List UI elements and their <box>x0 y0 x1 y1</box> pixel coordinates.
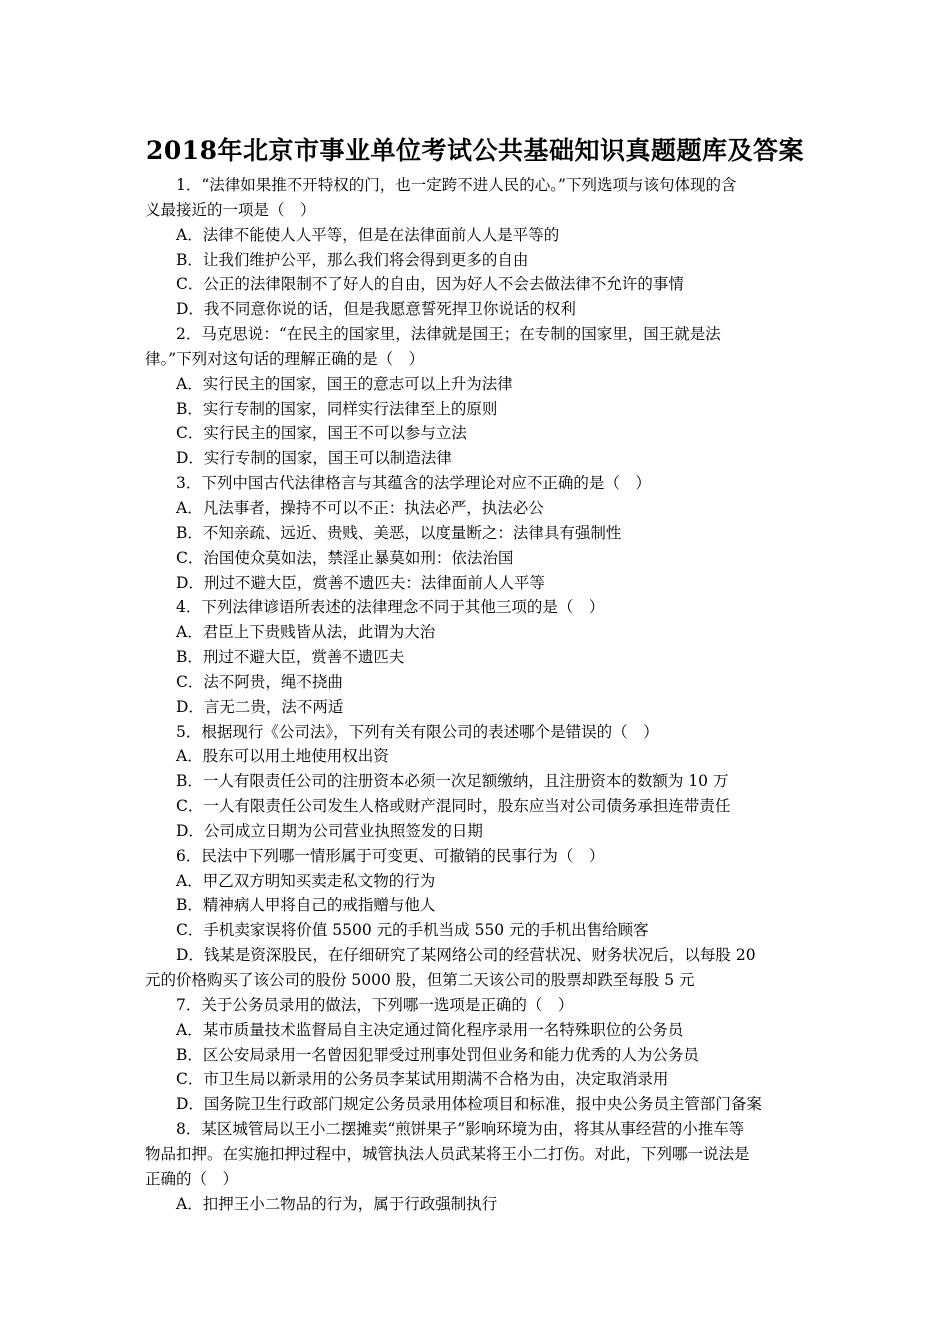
text-line: 3．下列中国古代法律格言与其蕴含的法学理论对应不正确的是（ ） <box>176 474 651 493</box>
text-line: 义最接近的一项是（ ） <box>145 200 316 219</box>
text-line: C．公正的法律限制不了好人的自由，因为好人不会去做法律不允许的事情 <box>176 275 684 294</box>
text-line: 7．关于公务员录用的做法，下列哪一选项是正确的（ ） <box>176 995 574 1014</box>
text-line: B．刑过不避大臣，赏善不遗匹夫 <box>176 648 405 667</box>
text-line: B．不知亲疏、远近、贵贱、美恶，以度量断之：法律具有强制性 <box>176 523 622 542</box>
text-line: B．精神病人甲将自己的戒指赠与他人 <box>176 896 436 915</box>
text-line: A．扣押王小二物品的行为，属于行政强制执行 <box>176 1194 498 1213</box>
text-line: C．法不阿贵，绳不挠曲 <box>176 672 343 691</box>
text-line: 2．马克思说：“在民主的国家里，法律就是国王；在专制的国家里，国王就是法 <box>176 325 721 344</box>
text-line: A．股东可以用土地使用权出资 <box>176 747 389 766</box>
text-line: A．甲乙双方明知买卖走私文物的行为 <box>176 871 436 890</box>
text-line: C．治国使众莫如法，禁淫止暴莫如刑：依法治国 <box>176 548 514 567</box>
text-line: 8．某区城管局以王小二摆摊卖“煎饼果子”影响环境为由，将其从事经营的小推车等 <box>176 1120 745 1139</box>
text-line: D．公司成立日期为公司营业执照签发的日期 <box>176 821 483 840</box>
text-line: A．凡法事者，操持不可以不正：执法必严，执法必公 <box>176 498 544 517</box>
text-line: C．手机卖家误将价值 5500 元的手机当成 550 元的手机出售给顾客 <box>176 921 649 940</box>
document-title: 2018年北京市事业单位考试公共基础知识真题题库及答案 <box>145 136 805 165</box>
text-line: 5．根据现行《公司法》，下列有关有限公司的表述哪个是错误的（ ） <box>176 722 659 741</box>
text-line: 律。”下列对这句话的理解正确的是（ ） <box>145 349 425 368</box>
text-line: C．市卫生局以新录用的公务员李某试用期满不合格为由，决定取消录用 <box>176 1070 669 1089</box>
text-line: 元的价格购买了该公司的股份 5000 股，但第二天该公司的股票却跌至每股 5 元 <box>145 971 695 989</box>
text-line: A．法律不能使人人平等，但是在法律面前人人是平等的 <box>176 225 560 244</box>
text-line: 正确的（ ） <box>145 1169 239 1188</box>
text-line: A．君臣上下贵贱皆从法，此谓为大治 <box>176 623 436 642</box>
document-body <box>145 173 810 1216</box>
text-line: D．我不同意你说的话，但是我愿意誓死捍卫你说话的权利 <box>176 300 576 319</box>
text-line: 4．下列法律谚语所表述的法律理念不同于其他三项的是（ ） <box>176 598 605 617</box>
text-line: B．实行专制的国家，同样实行法律至上的原则 <box>176 399 498 418</box>
text-line: D．刑过不避大臣，赏善不遗匹夫：法律面前人人平等 <box>176 573 545 592</box>
text-line: B．区公安局录用一名曾因犯罪受过刑事处罚但业务和能力优秀的人为公务员 <box>176 1045 699 1064</box>
text-line: 1．“法律如果推不开特权的门，也一定跨不进人民的心。”下列选项与该句体现的含 <box>176 176 737 194</box>
text-line: A．实行民主的国家，国王的意志可以上升为法律 <box>176 374 513 393</box>
text-line: C．实行民主的国家，国王不可以参与立法 <box>176 424 467 443</box>
text-line: C．一人有限责任公司发生人格或财产混同时，股东应当对公司债务承担连带责任 <box>176 797 731 816</box>
text-line: 6．民法中下列哪一情形属于可变更、可撤销的民事行为（ ） <box>176 846 605 865</box>
text-line: B．让我们维护公平，那么我们将会得到更多的自由 <box>176 250 529 269</box>
text-line: D．国务院卫生行政部门规定公务员录用体检项目和标准，报中央公务员主管部门备案 <box>176 1095 762 1114</box>
text-line: A．某市质量技术监督局自主决定通过简化程序录用一名特殊职位的公务员 <box>176 1020 684 1039</box>
text-line: D．钱某是资深股民，在仔细研究了某网络公司的经营状况、财务状况后，以每股 20 <box>176 946 756 965</box>
text-line: D．言无二贵，法不两适 <box>176 697 344 716</box>
text-line: D．实行专制的国家，国王可以制造法律 <box>176 449 452 468</box>
text-line: 物品扣押。在实施扣押过程中，城管执法人员武某将王小二打伤。对此，下列哪一说法是 <box>145 1144 750 1163</box>
text-line: B．一人有限责任公司的注册资本必须一次足额缴纳，且注册资本的数额为 10 万 <box>176 772 729 791</box>
